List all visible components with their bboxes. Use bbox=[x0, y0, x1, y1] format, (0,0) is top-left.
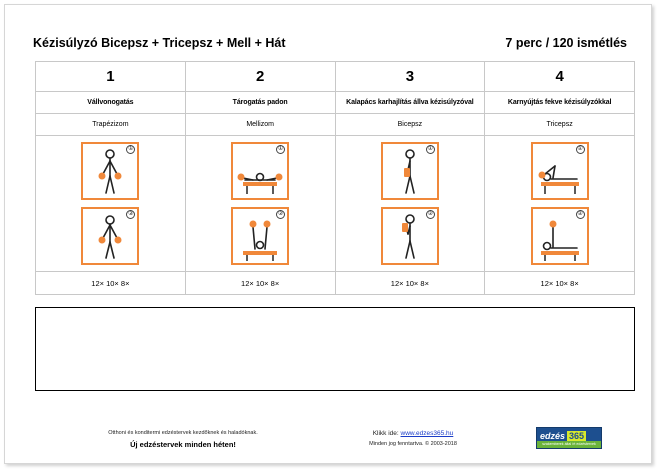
exercise-muscle-1: Trapézizom bbox=[36, 114, 186, 136]
exercise-reps-3: 12× 10× 8× bbox=[335, 272, 485, 295]
bench-fly-closed-figure-icon bbox=[231, 207, 289, 265]
exercise-name-4: Karnyújtás fekve kézisúlyzókkal bbox=[485, 92, 635, 114]
exercise-number-2: 2 bbox=[185, 62, 335, 92]
footer-slogan: Új edzéstervek minden héten! bbox=[130, 440, 236, 449]
logo-word-edzes: edzés bbox=[540, 430, 566, 441]
exercise-images-4 bbox=[485, 136, 635, 272]
exercise-name-2: Tárogatás padon bbox=[185, 92, 335, 114]
exercise-images-2 bbox=[185, 136, 335, 272]
exercise-number-3: 3 bbox=[335, 62, 485, 92]
exercise-muscle-3: Bicepsz bbox=[335, 114, 485, 136]
footer-link-prefix: Klikk ide: bbox=[372, 430, 401, 437]
step-one-badge: ① bbox=[427, 146, 434, 152]
exercise-name-3: Kalapács karhajlítás állva kézisúlyzóval bbox=[335, 92, 485, 114]
step-one-badge: ① bbox=[277, 146, 284, 152]
website-link[interactable]: www.edzes365.hu bbox=[400, 430, 454, 437]
step-one-badge: ① bbox=[577, 146, 583, 152]
footer-link-block bbox=[353, 430, 473, 447]
exercise-table bbox=[35, 61, 635, 295]
hammer-curl-down-figure-icon bbox=[381, 142, 439, 200]
logo-tagline: szakemberek által írt edzéstervek bbox=[537, 441, 601, 448]
exercise-images-1 bbox=[36, 136, 186, 272]
step-two-badge: ② bbox=[427, 211, 434, 217]
logo-word-365: 365 bbox=[569, 430, 585, 441]
footer-description: Otthoni és konditermi edzéstervek kezdőknek és haladóknak. bbox=[108, 430, 258, 436]
triceps-extension-up-figure-icon bbox=[531, 207, 589, 265]
exercise-images-3 bbox=[335, 136, 485, 272]
triceps-extension-down-figure-icon bbox=[531, 142, 589, 200]
exercise-reps-2: 12× 10× 8× bbox=[185, 272, 335, 295]
exercise-reps-1: 12× 10× 8× bbox=[36, 272, 186, 295]
bench-fly-open-figure-icon bbox=[231, 142, 289, 200]
step-two-badge: ② bbox=[128, 211, 134, 217]
copyright-text: Minden jog fenntartva. © 2003-2018 bbox=[369, 441, 457, 447]
exercise-muscle-2: Mellizom bbox=[185, 114, 335, 136]
exercise-muscle-4: Tricepsz bbox=[485, 114, 635, 136]
worksheet-page bbox=[4, 4, 652, 464]
hammer-curl-up-figure-icon bbox=[381, 207, 439, 265]
shrug-figure-icon bbox=[81, 207, 139, 265]
step-one-badge: ① bbox=[128, 146, 134, 152]
exercise-name-1: Vállvonogatás bbox=[36, 92, 186, 114]
step-two-badge: ② bbox=[277, 211, 284, 217]
footer-tagline bbox=[93, 430, 273, 449]
workout-title: Kézisúlyzó Bicepsz + Tricepsz + Mell + Hát bbox=[33, 36, 286, 50]
exercise-reps-4: 12× 10× 8× bbox=[485, 272, 635, 295]
exercise-number-1: 1 bbox=[36, 62, 186, 92]
workout-duration-reps: 7 perc / 120 ismétlés bbox=[505, 36, 627, 50]
standing-dumbbell-figure-icon bbox=[81, 142, 139, 200]
notes-box bbox=[35, 307, 635, 391]
step-two-badge: ② bbox=[577, 211, 583, 217]
exercise-number-4: 4 bbox=[485, 62, 635, 92]
edzes365-logo bbox=[536, 427, 602, 449]
